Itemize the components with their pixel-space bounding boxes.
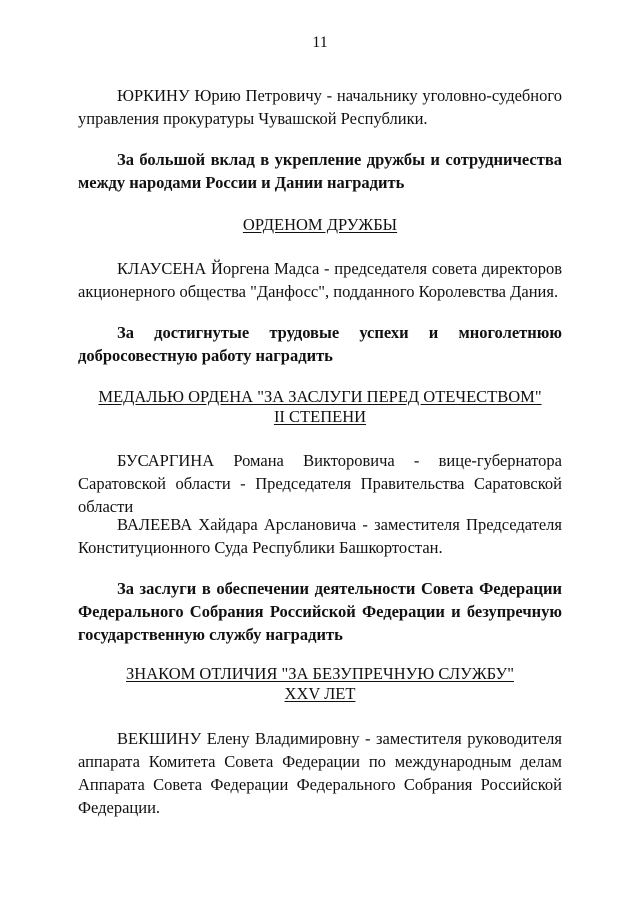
award-reason-line: добросовестную работу наградить — [78, 346, 333, 365]
award-reason-paragraph: За большой вклад в укрепление дружбы и сотрудничества между народами России и Дании наградить — [78, 150, 562, 192]
award-reason-paragraph — [78, 321, 562, 367]
page-number: 11 — [312, 34, 328, 51]
award-heading-line: ЗНАКОМ ОТЛИЧИЯ "ЗА БЕЗУПРЕЧНУЮ СЛУЖБУ" — [126, 664, 514, 683]
award-heading-line: ОРДЕНОМ ДРУЖБЫ — [242, 215, 398, 234]
award-heading — [78, 387, 562, 427]
award-heading-line: МЕДАЛЬЮ ОРДЕНА "ЗА ЗАСЛУГИ ПЕРЕД ОТЕЧЕСТВОМ" — [98, 387, 542, 406]
award-heading-line: II СТЕПЕНИ — [273, 407, 367, 426]
award-recipient-paragraph: КЛАУСЕНА Йоргена Мадса - председателя совета директоров акционерного общества "Данфосс", подданного Королевства Дания. — [78, 259, 562, 301]
award-recipient-paragraph: ВЕКШИНУ Елену Владимировну - заместителя руководителя аппарата Комитета Совета Федерации по международным делам Аппарата Совета Федерации Федерального Собрания Российской Федерации. — [78, 729, 562, 817]
award-heading-line: XXV ЛЕТ — [284, 684, 356, 703]
award-recipient-paragraph: БУСАРГИНА Романа Викторовича - вице-губернатора Саратовской области - Председателя Правительства Саратовской области — [78, 451, 562, 516]
award-reason-paragraph: За заслуги в обеспечении деятельности Совета Федерации Федерального Собрания Российской Федерации и безупречную государственную службу наградить — [78, 579, 562, 644]
award-heading — [78, 664, 562, 704]
award-heading — [78, 215, 562, 235]
award-reason-line: За достигнутые трудовые успехи и многолетнюю — [117, 323, 562, 342]
award-recipient-paragraph: ЮРКИНУ Юрию Петровичу - начальнику уголовно-судебного управления прокуратуры Чувашской Республики. — [78, 86, 562, 128]
award-recipient-paragraph: ВАЛЕЕВА Хайдара Арслановича - заместителя Председателя Конституционного Суда Республики Башкортостан. — [78, 515, 562, 557]
